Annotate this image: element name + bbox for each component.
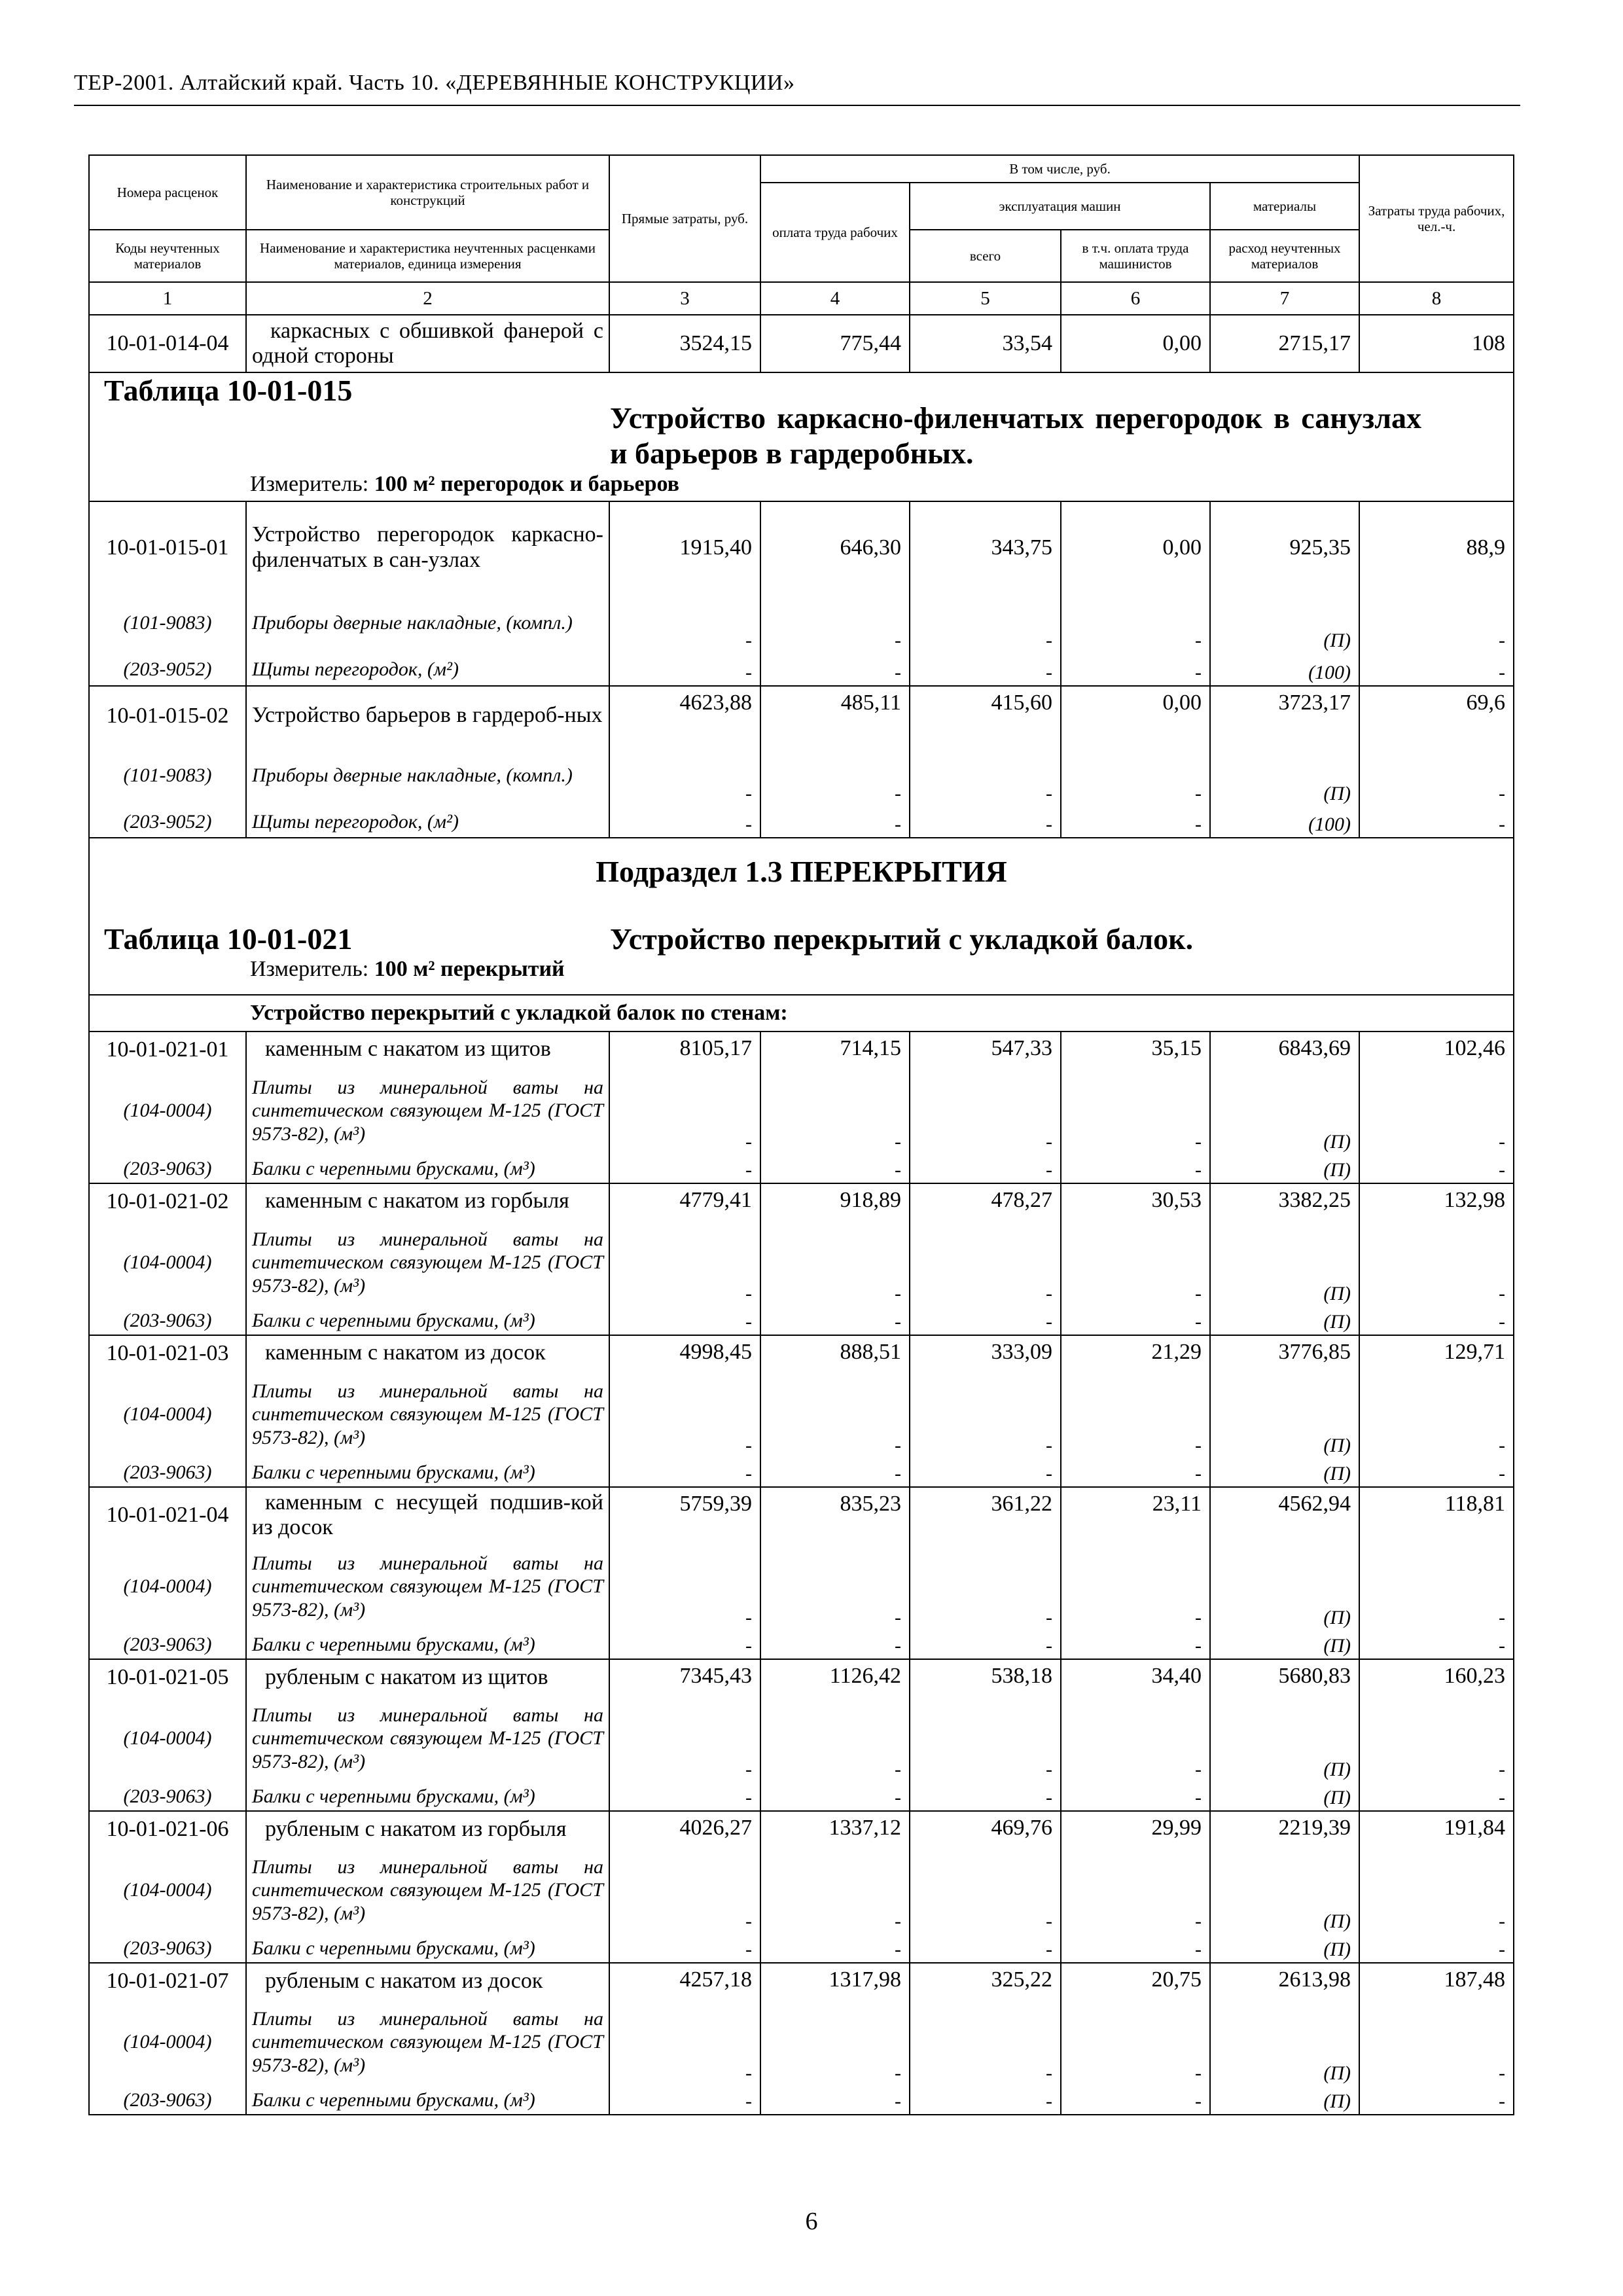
materials: 3382,25 — [1210, 1183, 1359, 1219]
machines-total: 478,27 — [910, 1183, 1061, 1219]
table-row — [89, 315, 1514, 372]
resource-row — [89, 2086, 1514, 2115]
column-index: 3 — [609, 282, 760, 315]
resource-value: - — [1061, 2086, 1210, 2115]
resource-value: - — [609, 1371, 760, 1458]
material-description: Плиты из минеральной ваты на синтетическом связующем М-125 (ГОСТ 9573-82), (м³) — [246, 1219, 609, 1306]
machines-total: 33,54 — [910, 315, 1061, 372]
resource-value: - — [910, 1306, 1061, 1335]
resource-value: - — [609, 1306, 760, 1335]
resource-value: - — [1359, 1306, 1514, 1335]
material-description: Балки с черепными брусками, (м³) — [246, 1458, 609, 1487]
table-heading-row — [89, 372, 1514, 501]
resource-value: - — [760, 1155, 910, 1183]
materials: 5680,83 — [1210, 1659, 1359, 1695]
resource-value: - — [760, 1219, 910, 1306]
resource-value: - — [760, 1934, 910, 1963]
machinist-pay: 35,15 — [1061, 1031, 1210, 1067]
resource-value: - — [910, 745, 1061, 806]
header-worker-pay: оплата труда рабочих — [760, 183, 910, 282]
resource-value: - — [760, 1782, 910, 1811]
resource-value: - — [1359, 1630, 1514, 1659]
rate-code: 10-01-021-04 — [89, 1487, 246, 1543]
resource-value: - — [760, 2086, 910, 2115]
resource-value: (П) — [1210, 2086, 1359, 2115]
resource-value: - — [760, 1371, 910, 1458]
header-machine-operation: эксплуатация машин — [910, 183, 1210, 230]
machinist-pay: 21,29 — [1061, 1335, 1210, 1371]
machinist-pay: 29,99 — [1061, 1811, 1210, 1846]
table-number: Таблица 10-01-015 — [104, 374, 353, 407]
material-code: (203-9063) — [89, 1782, 246, 1811]
rate-description: Устройство барьеров в гардероб-ных — [246, 686, 609, 745]
labor-costs: 69,6 — [1359, 686, 1514, 745]
machinist-pay: 23,11 — [1061, 1487, 1210, 1543]
resource-value: - — [910, 1067, 1061, 1155]
resource-value: (П) — [1210, 1782, 1359, 1811]
rate-code: 10-01-021-06 — [89, 1811, 246, 1846]
resource-value: - — [760, 745, 910, 806]
table-row — [89, 1183, 1514, 1219]
material-code: (104-0004) — [89, 1543, 246, 1630]
material-code: (104-0004) — [89, 1219, 246, 1306]
material-code: (104-0004) — [89, 1371, 246, 1458]
rate-code: 10-01-015-01 — [89, 501, 246, 593]
header-including: В том числе, руб. — [760, 155, 1359, 183]
material-code: (203-9063) — [89, 1630, 246, 1659]
table-row — [89, 1335, 1514, 1371]
rates-table — [88, 154, 1514, 2115]
resource-value: - — [1061, 1371, 1210, 1458]
machines-total: 361,22 — [910, 1487, 1061, 1543]
resource-value: - — [910, 1782, 1061, 1811]
resource-value: (П) — [1210, 1630, 1359, 1659]
resource-value: - — [910, 806, 1061, 838]
resource-value: - — [760, 1306, 910, 1335]
resource-value: - — [1061, 745, 1210, 806]
direct-costs: 4998,45 — [609, 1335, 760, 1371]
material-description: Балки с черепными брусками, (м³) — [246, 1782, 609, 1811]
resource-value: - — [609, 593, 760, 653]
resource-row — [89, 1306, 1514, 1335]
resource-value: - — [910, 1998, 1061, 2086]
material-description: Балки с черепными брусками, (м³) — [246, 2086, 609, 2115]
resource-value: - — [609, 1067, 760, 1155]
resource-value: - — [910, 1543, 1061, 1630]
materials: 6843,69 — [1210, 1031, 1359, 1067]
material-code: (203-9063) — [89, 1934, 246, 1963]
rate-description: каменным с накатом из досок — [246, 1335, 609, 1371]
labor-costs: 129,71 — [1359, 1335, 1514, 1371]
resource-value: - — [609, 1846, 760, 1934]
resource-value: - — [760, 1630, 910, 1659]
resource-value: - — [609, 1219, 760, 1306]
table-row — [89, 1963, 1514, 1998]
resource-value: - — [910, 1155, 1061, 1183]
resource-row — [89, 1695, 1514, 1782]
resource-row — [89, 1458, 1514, 1487]
material-description: Приборы дверные накладные, (компл.) — [246, 745, 609, 806]
rate-code: 10-01-021-02 — [89, 1183, 246, 1219]
rate-description: каркасных с обшивкой фанерой с одной стороны — [246, 315, 609, 372]
resource-row — [89, 1067, 1514, 1155]
machines-total: 343,75 — [910, 501, 1061, 593]
header-rule — [74, 105, 1520, 106]
table-row — [89, 1659, 1514, 1695]
resource-value: - — [760, 1998, 910, 2086]
rate-code: 10-01-021-01 — [89, 1031, 246, 1067]
machinist-pay: 0,00 — [1061, 315, 1210, 372]
resource-value: - — [910, 1458, 1061, 1487]
material-description: Приборы дверные накладные, (компл.) — [246, 593, 609, 653]
machinist-pay: 20,75 — [1061, 1963, 1210, 1998]
material-code: (203-9063) — [89, 1306, 246, 1335]
material-description: Плиты из минеральной ваты на синтетическом связующем М-125 (ГОСТ 9573-82), (м³) — [246, 1846, 609, 1934]
machines-total: 469,76 — [910, 1811, 1061, 1846]
resource-value: (П) — [1210, 593, 1359, 653]
resource-value: - — [1359, 1934, 1514, 1963]
header-rate-numbers: Номера расценок — [89, 155, 246, 230]
resource-value: - — [609, 1630, 760, 1659]
resource-value: - — [1359, 745, 1514, 806]
header-machines-total: всего — [910, 230, 1061, 282]
machinist-pay: 0,00 — [1061, 686, 1210, 745]
machines-total: 547,33 — [910, 1031, 1061, 1067]
machines-total: 415,60 — [910, 686, 1061, 745]
resource-value: - — [609, 1998, 760, 2086]
material-code: (104-0004) — [89, 1695, 246, 1782]
machinist-pay: 0,00 — [1061, 501, 1210, 593]
material-code: (203-9063) — [89, 2086, 246, 2115]
resource-row — [89, 1934, 1514, 1963]
resource-value: - — [1359, 1782, 1514, 1811]
rate-description: рубленым с накатом из щитов — [246, 1659, 609, 1695]
resource-value: - — [910, 1219, 1061, 1306]
resource-value: - — [910, 1371, 1061, 1458]
material-description: Плиты из минеральной ваты на синтетическом связующем М-125 (ГОСТ 9573-82), (м³) — [246, 1371, 609, 1458]
resource-value: - — [910, 653, 1061, 686]
materials: 4562,94 — [1210, 1487, 1359, 1543]
header-work-name: Наименование и характеристика строительных работ и конструкций — [246, 155, 609, 230]
resource-value: - — [1061, 1458, 1210, 1487]
resource-value: (П) — [1210, 1543, 1359, 1630]
header-material-usage: расход неучтенных материалов — [1210, 230, 1359, 282]
resource-value: - — [910, 1695, 1061, 1782]
resource-row — [89, 653, 1514, 686]
resource-value: (100) — [1210, 806, 1359, 838]
resource-value: (П) — [1210, 1998, 1359, 2086]
labor-costs: 160,23 — [1359, 1659, 1514, 1695]
page-header: ТЕР-2001. Алтайский край. Часть 10. «ДЕРЕВЯННЫЕ КОНСТРУКЦИИ» — [74, 71, 795, 95]
table-row — [89, 501, 1514, 593]
resource-value: - — [609, 1782, 760, 1811]
resource-value: - — [760, 1846, 910, 1934]
direct-costs: 5759,39 — [609, 1487, 760, 1543]
column-index: 6 — [1061, 282, 1210, 315]
labor-costs: 102,46 — [1359, 1031, 1514, 1067]
page-number: 6 — [805, 2208, 818, 2235]
resource-value: - — [1359, 593, 1514, 653]
resource-value: - — [1061, 593, 1210, 653]
resource-value: - — [1061, 1630, 1210, 1659]
materials: 925,35 — [1210, 501, 1359, 593]
materials: 3723,17 — [1210, 686, 1359, 745]
header-materials: материалы — [1210, 183, 1359, 230]
material-code: (101-9083) — [89, 593, 246, 653]
worker-pay: 646,30 — [760, 501, 910, 593]
direct-costs: 3524,15 — [609, 315, 760, 372]
resource-value: - — [1061, 1998, 1210, 2086]
materials: 2613,98 — [1210, 1963, 1359, 1998]
labor-costs: 118,81 — [1359, 1487, 1514, 1543]
material-description: Плиты из минеральной ваты на синтетическом связующем М-125 (ГОСТ 9573-82), (м³) — [246, 1543, 609, 1630]
measurement-unit: Измеритель: 100 м² перегородок и барьеров — [250, 471, 680, 496]
resource-value: - — [910, 1630, 1061, 1659]
rate-description: рубленым с накатом из горбыля — [246, 1811, 609, 1846]
table-row — [89, 1031, 1514, 1067]
worker-pay: 888,51 — [760, 1335, 910, 1371]
resource-row — [89, 745, 1514, 806]
resource-value: - — [1061, 1067, 1210, 1155]
direct-costs: 4779,41 — [609, 1183, 760, 1219]
resource-value: - — [910, 2086, 1061, 2115]
resource-value: - — [910, 1846, 1061, 1934]
resource-value: - — [609, 1458, 760, 1487]
header-material-codes: Коды неучтенных материалов — [89, 230, 246, 282]
resource-value: - — [609, 2086, 760, 2115]
resource-row — [89, 593, 1514, 653]
worker-pay: 1337,12 — [760, 1811, 910, 1846]
resource-value: - — [1359, 1371, 1514, 1458]
resource-value: (П) — [1210, 1371, 1359, 1458]
table-title: Устройство каркасно-филенчатых перегородок в санузлах и барьеров в гардеробных. — [610, 401, 1422, 471]
material-code: (104-0004) — [89, 1998, 246, 2086]
resource-value: (П) — [1210, 1155, 1359, 1183]
resource-value: - — [1359, 806, 1514, 838]
labor-costs: 88,9 — [1359, 501, 1514, 593]
group-heading: Устройство перекрытий с укладкой балок по стенам: — [89, 995, 1514, 1031]
resource-row — [89, 1155, 1514, 1183]
direct-costs: 4257,18 — [609, 1963, 760, 1998]
rate-description: Устройство перегородок каркасно-филенчатых в сан-узлах — [246, 501, 609, 593]
material-description: Балки с черепными брусками, (м³) — [246, 1934, 609, 1963]
direct-costs: 4623,88 — [609, 686, 760, 745]
resource-row — [89, 1219, 1514, 1306]
resource-value: - — [609, 745, 760, 806]
material-description: Щиты перегородок, (м²) — [246, 806, 609, 838]
resource-value: - — [1359, 1998, 1514, 2086]
worker-pay: 775,44 — [760, 315, 910, 372]
machines-total: 538,18 — [910, 1659, 1061, 1695]
labor-costs: 132,98 — [1359, 1183, 1514, 1219]
resource-value: - — [1061, 653, 1210, 686]
worker-pay: 835,23 — [760, 1487, 910, 1543]
resource-row — [89, 1630, 1514, 1659]
resource-value: - — [609, 1695, 760, 1782]
resource-row — [89, 1846, 1514, 1934]
resource-value: - — [1359, 1458, 1514, 1487]
subsection-title: Подраздел 1.3 ПЕРЕКРЫТИЯ — [596, 855, 1007, 888]
header-machinist-pay: в т.ч. оплата труда машинистов — [1061, 230, 1210, 282]
resource-value: (П) — [1210, 745, 1359, 806]
worker-pay: 918,89 — [760, 1183, 910, 1219]
resource-value: - — [1061, 1543, 1210, 1630]
resource-value: - — [1359, 1846, 1514, 1934]
rate-description: каменным с накатом из щитов — [246, 1031, 609, 1067]
resource-value: (П) — [1210, 1934, 1359, 1963]
resource-value: - — [1061, 1155, 1210, 1183]
table-row — [89, 686, 1514, 745]
material-description: Балки с черепными брусками, (м³) — [246, 1155, 609, 1183]
machinist-pay: 30,53 — [1061, 1183, 1210, 1219]
materials: 3776,85 — [1210, 1335, 1359, 1371]
resource-value: - — [1061, 1846, 1210, 1934]
material-code: (203-9063) — [89, 1458, 246, 1487]
labor-costs: 108 — [1359, 315, 1514, 372]
materials: 2715,17 — [1210, 315, 1359, 372]
material-description: Плиты из минеральной ваты на синтетическом связующем М-125 (ГОСТ 9573-82), (м³) — [246, 1067, 609, 1155]
column-index: 8 — [1359, 282, 1514, 315]
column-index: 5 — [910, 282, 1061, 315]
machinist-pay: 34,40 — [1061, 1659, 1210, 1695]
resource-value: (П) — [1210, 1458, 1359, 1487]
resource-value: - — [1359, 1067, 1514, 1155]
resource-row — [89, 1543, 1514, 1630]
material-code: (104-0004) — [89, 1846, 246, 1934]
materials: 2219,39 — [1210, 1811, 1359, 1846]
material-description: Балки с черепными брусками, (м³) — [246, 1630, 609, 1659]
rate-description: каменным с накатом из горбыля — [246, 1183, 609, 1219]
resource-value: - — [609, 1934, 760, 1963]
column-index: 7 — [1210, 282, 1359, 315]
rate-description: каменным с несущей подшив-кой из досок — [246, 1487, 609, 1543]
resource-value: - — [1061, 1782, 1210, 1811]
resource-row — [89, 1782, 1514, 1811]
worker-pay: 485,11 — [760, 686, 910, 745]
resource-value: - — [760, 1543, 910, 1630]
column-index: 1 — [89, 282, 246, 315]
worker-pay: 1317,98 — [760, 1963, 910, 1998]
table-row — [89, 1487, 1514, 1543]
direct-costs: 7345,43 — [609, 1659, 760, 1695]
table-heading-row — [89, 838, 1514, 995]
resource-row — [89, 1998, 1514, 2086]
resource-value: - — [1359, 2086, 1514, 2115]
column-index: 4 — [760, 282, 910, 315]
material-description: Щиты перегородок, (м²) — [246, 653, 609, 686]
table-row — [89, 1811, 1514, 1846]
resource-value: - — [1061, 806, 1210, 838]
rate-code: 10-01-014-04 — [89, 315, 246, 372]
resource-value: - — [609, 1155, 760, 1183]
material-code: (104-0004) — [89, 1067, 246, 1155]
direct-costs: 1915,40 — [609, 501, 760, 593]
labor-costs: 191,84 — [1359, 1811, 1514, 1846]
rate-code: 10-01-021-05 — [89, 1659, 246, 1695]
resource-value: - — [910, 1934, 1061, 1963]
table-number: Таблица 10-01-021 — [104, 922, 353, 956]
resource-value: - — [1061, 1219, 1210, 1306]
resource-value: - — [760, 1695, 910, 1782]
machines-total: 325,22 — [910, 1963, 1061, 1998]
resource-value: (П) — [1210, 1219, 1359, 1306]
worker-pay: 714,15 — [760, 1031, 910, 1067]
resource-row — [89, 1371, 1514, 1458]
resource-value: - — [1359, 1155, 1514, 1183]
resource-value: (100) — [1210, 653, 1359, 686]
resource-value: - — [609, 806, 760, 838]
resource-value: (П) — [1210, 1067, 1359, 1155]
resource-value: - — [609, 1543, 760, 1630]
direct-costs: 8105,17 — [609, 1031, 760, 1067]
resource-value: - — [1359, 1219, 1514, 1306]
direct-costs: 4026,27 — [609, 1811, 760, 1846]
resource-value: - — [609, 653, 760, 686]
material-code: (203-9052) — [89, 653, 246, 686]
worker-pay: 1126,42 — [760, 1659, 910, 1695]
resource-value: - — [1359, 1695, 1514, 1782]
header-material-names: Наименование и характеристика неучтенных расценками материалов, единица измерения — [246, 230, 609, 282]
resource-value: - — [1061, 1695, 1210, 1782]
material-description: Плиты из минеральной ваты на синтетическом связующем М-125 (ГОСТ 9573-82), (м³) — [246, 1998, 609, 2086]
resource-value: - — [910, 593, 1061, 653]
resource-value: - — [760, 1458, 910, 1487]
material-code: (101-9083) — [89, 745, 246, 806]
measurement-unit: Измеритель: 100 м² перекрытий — [250, 957, 565, 982]
rate-code: 10-01-021-07 — [89, 1963, 246, 1998]
machines-total: 333,09 — [910, 1335, 1061, 1371]
resource-value: - — [1061, 1306, 1210, 1335]
rate-code: 10-01-021-03 — [89, 1335, 246, 1371]
material-description: Балки с черепными брусками, (м³) — [246, 1306, 609, 1335]
header-direct-costs: Прямые затраты, руб. — [609, 155, 760, 282]
rate-code: 10-01-015-02 — [89, 686, 246, 745]
material-description: Плиты из минеральной ваты на синтетическом связующем М-125 (ГОСТ 9573-82), (м³) — [246, 1695, 609, 1782]
resource-row — [89, 806, 1514, 838]
resource-value: - — [760, 653, 910, 686]
table-title: Устройство перекрытий с укладкой балок. — [610, 922, 1194, 956]
resource-value: - — [1359, 653, 1514, 686]
resource-value: (П) — [1210, 1306, 1359, 1335]
material-code: (203-9052) — [89, 806, 246, 838]
resource-value: - — [1359, 1543, 1514, 1630]
resource-value: - — [760, 1067, 910, 1155]
labor-costs: 187,48 — [1359, 1963, 1514, 1998]
resource-value: - — [760, 593, 910, 653]
resource-value: - — [760, 806, 910, 838]
resource-value: (П) — [1210, 1695, 1359, 1782]
resource-value: (П) — [1210, 1846, 1359, 1934]
rate-description: рубленым с накатом из досок — [246, 1963, 609, 1998]
column-index: 2 — [246, 282, 609, 315]
resource-value: - — [1061, 1934, 1210, 1963]
header-labor-costs: Затраты труда рабочих, чел.-ч. — [1359, 155, 1514, 282]
material-code: (203-9063) — [89, 1155, 246, 1183]
